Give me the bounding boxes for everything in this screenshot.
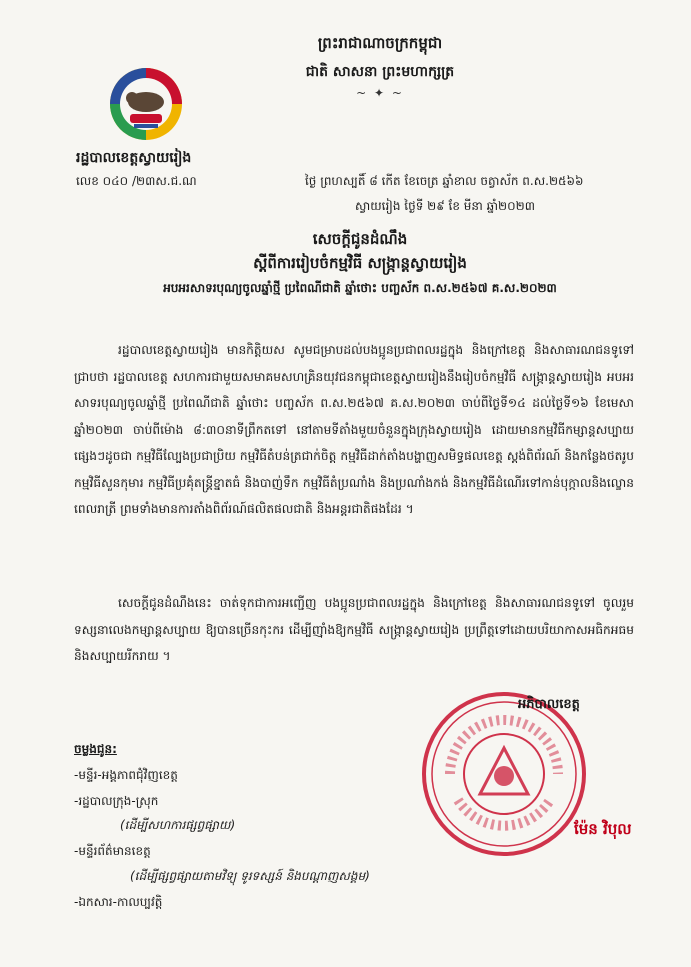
cc-heading: ចម្លងជូន:: [74, 742, 117, 756]
cc-item: -រដ្ឋបាលក្រុង-ស្រុក: [74, 794, 159, 808]
solar-date: ស្វាយរៀង ថ្ងៃទី ២៩ ខែ មីនា ឆ្នាំ២០២៣: [355, 199, 535, 213]
cc-item: -ឯកសារ-កាលប្បវត្តិ: [74, 895, 163, 909]
lunar-date: ថ្ងៃ ព្រហស្បតិ៍ ៨ កើត ខែចេត្រ ឆ្នាំខាល ចត្វាស័ក ព.ស.២៥៦៦: [305, 174, 584, 188]
kingdom-header: ព្រះរាជាណាចក្រកម្ពុជា: [317, 34, 443, 52]
body-paragraph-1: រដ្ឋបាលខេត្តស្វាយរៀង មានកិត្តិយស សូមជម្រាបដល់បងប្អូនប្រជាពលរដ្ឋក្នុង និងក្រៅខេត្ត និងសាធារណជនទូទៅ ជ្រាបថា រដ្ឋបាលខេត្ត សហការជាមួយសមាគមសហគ្រិនយុវជនកម្ពុជាខេត្តស្វាយរៀងនឹងរៀបចំកម្មវិធី សង្ក្រាន្តស្វាយរៀង អបអរសាទរបុណ្យចូលឆ្នាំថ្មី ប្រពៃណីជាតិ ឆ្នាំថោះ បញ្ចស័ក ព.ស.២៥៦៧ គ.ស.២០២៣ ចាប់ពីថ្ងៃទី១៤ ដល់ថ្ងៃទី១៦ ខែមេសា ឆ្នាំ២០២៣ ចាប់ពីម៉ោង ៨:៣០នាទីព្រឹកតទៅ នៅតាមទីតាំងមួយចំនួនក្នុងក្រុងស្វាយរៀង ដោយមានកម្មវិធីកម្សាន្តសប្បាយផ្សេងៗដូចជា កម្មវិធីល្បែងប្រជាប្រិយ កម្មវិធីតំបន់ត្រជាក់ចិត្ត កម្មវិធីដាក់តាំងបង្ហាញសមិទ្ធផលខេត្ត ស្តង់ពិព័រណ៍ និងកន្លែងថតរូប កម្មវិធីសួនកុមារ កម្មវិធីប្រគុំតន្ត្រីខ្នាតធំ និងបាញ់ទឹក កម្មវិធីតំប្រណាំង និងប្រណាំងកង់ និងកម្មវិធីដំណើរទៅកាន់បុក្កាលនិងល្ខោនពេលរាត្រី ព្រមទាំងមានការតាំងពិព័រណ៍ផលិតផលជាតិ និងអន្តរជាតិផងដែរ ។: [74, 343, 634, 516]
signatory-title: អភិបាលខេត្ត: [518, 697, 580, 712]
provincial-logo: [108, 66, 184, 142]
cc-item: -មន្ទីរព័ត៌មានខេត្ត: [74, 844, 151, 858]
issuing-authority: រដ្ឋបាលខេត្តស្វាយរៀង: [76, 150, 192, 166]
notice-subtitle: អបអរសាទរបុណ្យចូលឆ្នាំថ្មី ប្រពៃណីជាតិ ឆ្នាំថោះ បញ្ចស័ក ព.ស.២៥៦៧ គ.ស.២០២៣: [163, 281, 557, 295]
official-seal: [420, 690, 588, 858]
notice-subject: ស្តីពីការរៀបចំកម្មវិធី សង្ក្រាន្តស្វាយរៀង: [253, 254, 467, 272]
motto-header: ជាតិ សាសនា ព្រះមហាក្សត្រ: [305, 64, 455, 80]
cc-note: (ដើម្បីសហការផ្សព្វផ្សាយ): [120, 818, 236, 832]
reference-number: លេខ ០៤០ /២៣ស.ជ.ណ: [76, 174, 197, 188]
header-ornament: ~ ✦ ~: [356, 86, 404, 100]
cc-note: (ដើម្បីផ្សព្វផ្សាយតាមវិទ្យុ ទូរទស្សន៍ និងបណ្តាញសង្គម): [130, 869, 370, 883]
notice-title: សេចក្តីជូនដំណឹង: [312, 230, 408, 248]
body-paragraph-2: សេចក្តីជូនដំណឹងនេះ ចាត់ទុកជាការអញ្ជើញ បងប្អូនប្រជាពលរដ្ឋក្នុង និងក្រៅខេត្ត និងសាធារណជនទូទៅ ចូលរួមទស្សនាលេងកម្សាន្តសប្បាយ ឱ្យបានច្រើនកុះករ ដើម្បីញ៉ាំងឱ្យកម្មវិធី សង្ក្រាន្តស្វាយរៀង ប្រព្រឹត្តទៅដោយបរិយាកាសអធិកអធម និងសប្បាយរីករាយ ។: [74, 596, 634, 663]
signatory-name: ម៉ែន វិបុល: [574, 820, 632, 838]
cc-item: -មន្ទីរ-អង្គភាពជុំវិញខេត្ត: [74, 768, 178, 782]
